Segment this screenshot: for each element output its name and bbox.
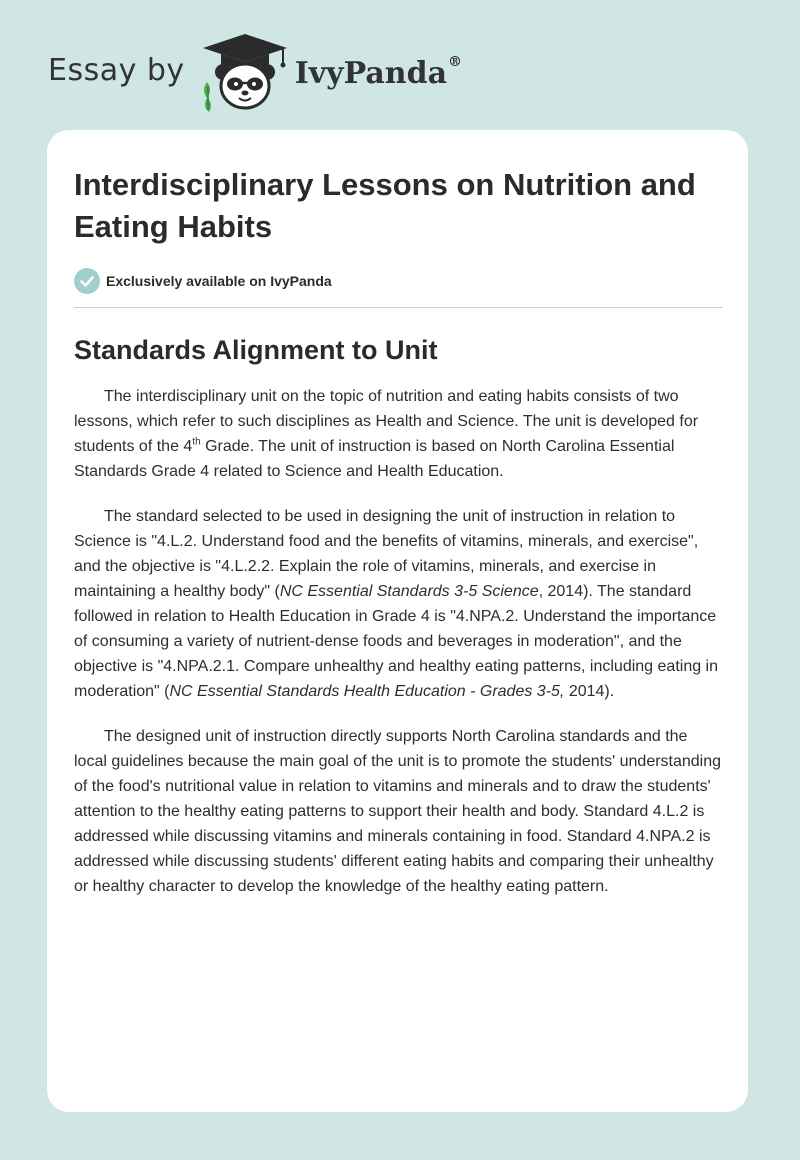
paragraph-1-text-b: Grade. The unit of instruction is based on North Carolina Essential Standards Grade 4 related to Science and Health Education. <box>74 438 675 480</box>
essay-by-label: Essay by <box>48 52 185 88</box>
paragraph-2 <box>74 504 724 704</box>
paragraph-1-text-a: The interdisciplinary unit on the topic of nutrition and eating habits consists of two lessons, which refer to such disciplines as Health and Science. The unit is developed for students of the 4 <box>74 388 699 455</box>
site-header <box>48 30 462 114</box>
ordinal-suffix: th <box>192 436 201 448</box>
brand-name-text: IvyPanda <box>294 55 448 91</box>
article-content <box>74 164 724 899</box>
paragraph-2-text-c: 2014). <box>564 683 615 700</box>
paragraph-2-text-a: The standard selected to be used in designing the unit of instruction in relation to Science is "4.L.2. Understand food and the benefits of vitamins, minerals, and exercise", and the objective is "4.L.2.2. Explain the role of vitamins, minerals, and exercise in maintaining a healthy body" ( <box>74 508 699 600</box>
exclusive-badge-text: Exclusively available on IvyPanda <box>106 273 332 289</box>
citation-science: NC Essential Standards 3-5 Science <box>279 583 539 600</box>
article-title: Interdisciplinary Lessons on Nutrition and Eating Habits <box>74 167 696 244</box>
section-heading: Standards Alignment to Unit <box>74 335 438 365</box>
panda-graduation-cap-icon[interactable] <box>199 30 291 114</box>
paragraph-3: The designed unit of instruction directly supports North Carolina standards and the local guidelines because the main goal of the unit is to promote the students' understanding of the food's nutritional value in relation to vitamins and minerals and to draw the students' attention to the healthy eating patterns to support their health and body. Standard 4.L.2 is addressed while discussing vitamins and minerals containing in food. Standard 4.NPA.2 is addressed while discussing students' different eating habits and comparing their unhealthy or healthy character to develop the knowledge of the healthy eating pattern. <box>74 728 722 895</box>
brand-name[interactable] <box>294 53 463 91</box>
registered-mark: ® <box>448 53 463 70</box>
paragraph-1 <box>74 384 724 484</box>
exclusive-badge <box>74 266 724 296</box>
divider <box>74 307 723 308</box>
paragraph-2-text-b: , 2014). The standard followed in relation to Health Education in Grade 4 is "4.NPA.2. Understand the importance of consuming a variety of nutrient-dense foods and beverages in moderation", and the objective is "4.NPA.2.1. Compare unhealthy and healthy eating patterns, including eating in moderation" ( <box>74 583 719 700</box>
article-card <box>47 130 748 1112</box>
checkmark-circle-icon <box>74 268 100 294</box>
citation-health: NC Essential Standards Health Education - Grades 3-5, <box>169 683 565 700</box>
